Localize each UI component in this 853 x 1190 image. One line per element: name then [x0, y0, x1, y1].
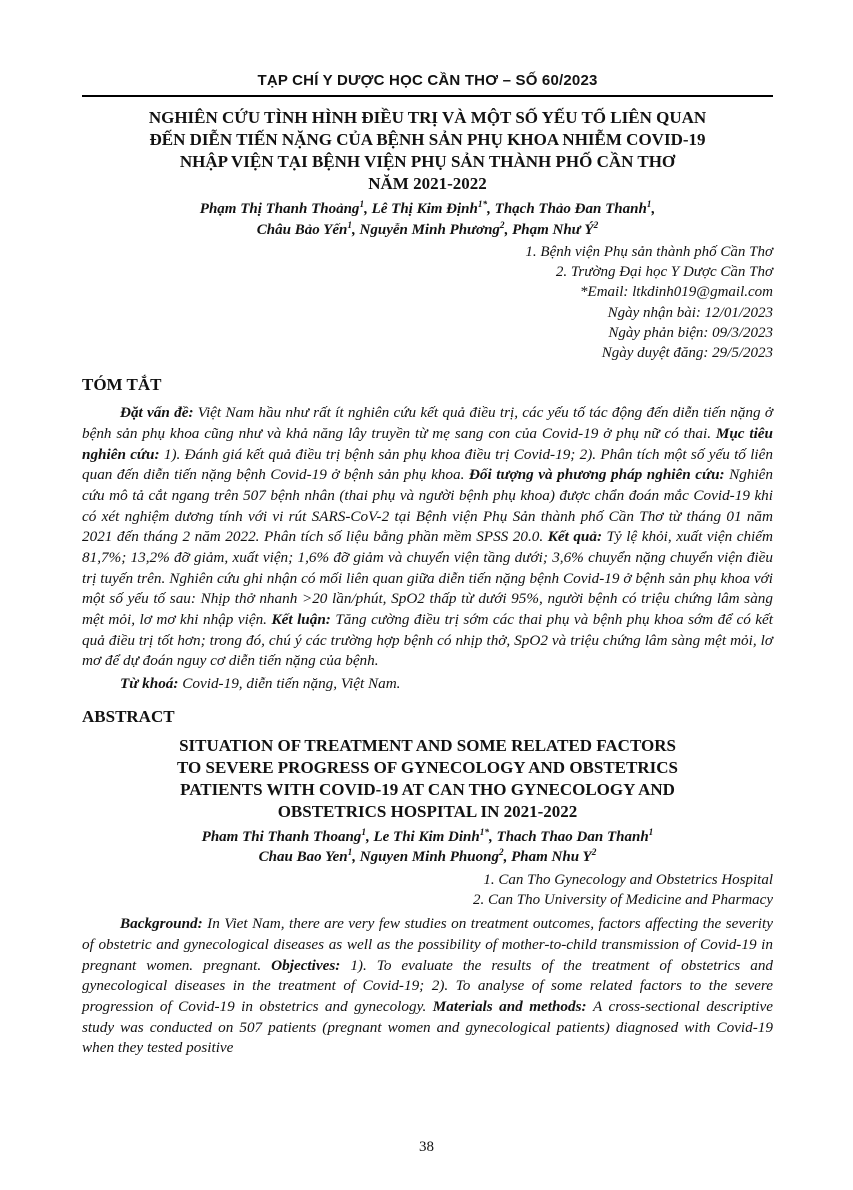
- abstract-en: Background: In Viet Nam, there are very few studies on treatment outcomes, factors affecting the severity of obstetric and gynecological diseases as well as the possibility of mother-to-child transmission of Covid-19 in pregnant women. pregnant. Objectives: 1). To evaluate the results of the treatment of obstetrics and gynecological diseases in the treatment of Covid-19; 2). To analyse of some related factors to the severe progression of Covid-19 in obstetrics and gynecology. Materials and methods: A cross-sectional descriptive study was conducted on 507 patients (pregnant women and gynecological patients) diagnosed with Covid-19 when they tested positive: [82, 915, 774, 1057]
- meta-block-vi: [82, 242, 773, 364]
- abstract-vi: Đặt vấn đề: Việt Nam hầu như rất ít nghiên cứu kết quả điều trị, các yếu tố tác động đến diễn tiến nặng ở bệnh sản phụ khoa cũng như và khả năng lây truyền từ mẹ sang con của Covid-19 ở phụ nữ có thai. Mục tiêu nghiên cứu: 1). Đánh giá kết quả điều trị bệnh sản phụ khoa điều trị Covid-19; 2). Phân tích một số yếu tố liên quan đến diễn tiến nặng bệnh Covid-19 ở bệnh sản phụ khoa. Đối tượng và phương pháp nghiên cứu: Nghiên cứu mô tả cắt ngang trên 507 bệnh nhân (thai phụ và người bệnh phụ khoa) được chẩn đoán mắc Covid-19 khi có xét nghiệm dương tính với vi rút SARS-CoV-2 tại Bệnh viện Phụ Sản thành phố Cần Thơ từ tháng 01 năm 2021 đến tháng 2 năm 2022. Phân tích số liệu bằng phần mềm SPSS 20.0. Kết quả: Tỷ lệ khỏi, xuất viện chiếm 81,7%; 13,2% đỡ giảm, xuất viện; 1,6% đỡ giảm và chuyển viện tầng dưới; 3,6% chuyển nặng chuyển viện điều trị tuyến trên. Nghiên cứu ghi nhận có mối liên quan giữa diễn tiến nặng bệnh Covid-19 ở bệnh sản phụ khoa với một số yếu tố sau: Nhịp thở nhanh >20 lần/phút, SpO2 thấp từ dưới 95%, người bệnh có triệu chứng lâm sàng mệt mỏi, lơ mơ khi nhập viện. Kết luận: Tăng cường điều trị sớm các thai phụ và bệnh phụ khoa sớm để có kết quả điều trị tốt hơn; trong đó, chú ý các trường hợp bệnh có nhịp thở, SpO2 và triệu chứng lâm sàng mệt mỏi, lơ mơ để dự đoán nguy cơ diễn tiến nặng của bệnh.: [82, 404, 773, 670]
- corresponding-email: *Email: ltkdinh019@gmail.com: [580, 284, 773, 301]
- page-number: 38: [419, 1139, 434, 1155]
- affiliation-line: 1. Can Tho Gynecology and Obstetrics Hospital: [483, 871, 773, 888]
- title-line: ĐẾN DIỄN TIẾN NẶNG CỦA BỆNH SẢN PHỤ KHOA NHIỄM COVID-19: [149, 130, 706, 150]
- affiliation-line: 1. Bệnh viện Phụ sản thành phố Cần Thơ: [525, 243, 773, 260]
- affiliation-line: 2. Can Tho University of Medicine and Pharmacy: [473, 891, 773, 908]
- keywords-vi: Từ khoá: Covid-19, diễn tiến nặng, Việt Nam.: [120, 675, 401, 693]
- title-line: SITUATION OF TREATMENT AND SOME RELATED FACTORS: [179, 735, 676, 755]
- section-heading-tom-tat: TÓM TẮT: [82, 375, 162, 395]
- date-accepted: Ngày duyệt đăng: 29/5/2023: [601, 345, 773, 362]
- title-line: NGHIÊN CỨU TÌNH HÌNH ĐIỀU TRỊ VÀ MỘT SỐ YẾU TỐ LIÊN QUAN: [148, 108, 707, 127]
- affiliation-line: 2. Trường Đại học Y Dược Cần Thơ: [555, 264, 773, 281]
- authors-vi: [82, 199, 773, 240]
- author-line: Chau Bao Yen$^1$, Nguyen Minh Phuong$^2$, Pham Nhu $Y^2$: [258, 848, 597, 866]
- article-title-en: [82, 735, 773, 823]
- authors-en: [82, 827, 773, 868]
- journal-header: TẠP CHÍ Y DƯỢC HỌC CẦN THƠ – SỐ 60/2023: [257, 72, 598, 89]
- title-line: OBSTETRICS HOSPITAL IN 2021-2022: [277, 802, 578, 822]
- affiliations-en: [82, 870, 773, 911]
- author-line: Pham Thi Thanh Thoang$^1$, Le Thi Kim Dinh$^{1*}$, Thach Thao Dan Thanh$^1$: [201, 828, 654, 846]
- title-line: TO SEVERE PROGRESS OF GYNECOLOGY AND OBSTETRICS: [177, 757, 678, 777]
- date-received: Ngày nhận bài: 12/01/2023: [607, 304, 773, 321]
- date-reviewed: Ngày phản biện: 09/3/2023: [608, 324, 773, 341]
- title-line: NĂM 2021-2022: [368, 174, 487, 194]
- header-divider: [82, 95, 773, 97]
- author-line: Phạm Thị Thanh Thoảng$^1$, Lê Thị Kim Định$^{1*}$, Thạch Thảo Đan Thanh$^1$,: [199, 200, 656, 218]
- section-heading-abstract: ABSTRACT: [82, 706, 175, 726]
- title-line: PATIENTS WITH COVID-19 AT CAN THO GYNECOLOGY AND: [180, 779, 675, 799]
- title-line: NHẬP VIỆN TẠI BỆNH VIỆN PHỤ SẢN THÀNH PHỐ CẦN THƠ: [179, 152, 676, 172]
- author-line: Châu Bảo Yến$^1$, Nguyễn Minh Phương$^2$, Phạm Như $Ý^2$: [256, 220, 599, 238]
- article-title-vi: [82, 107, 773, 195]
